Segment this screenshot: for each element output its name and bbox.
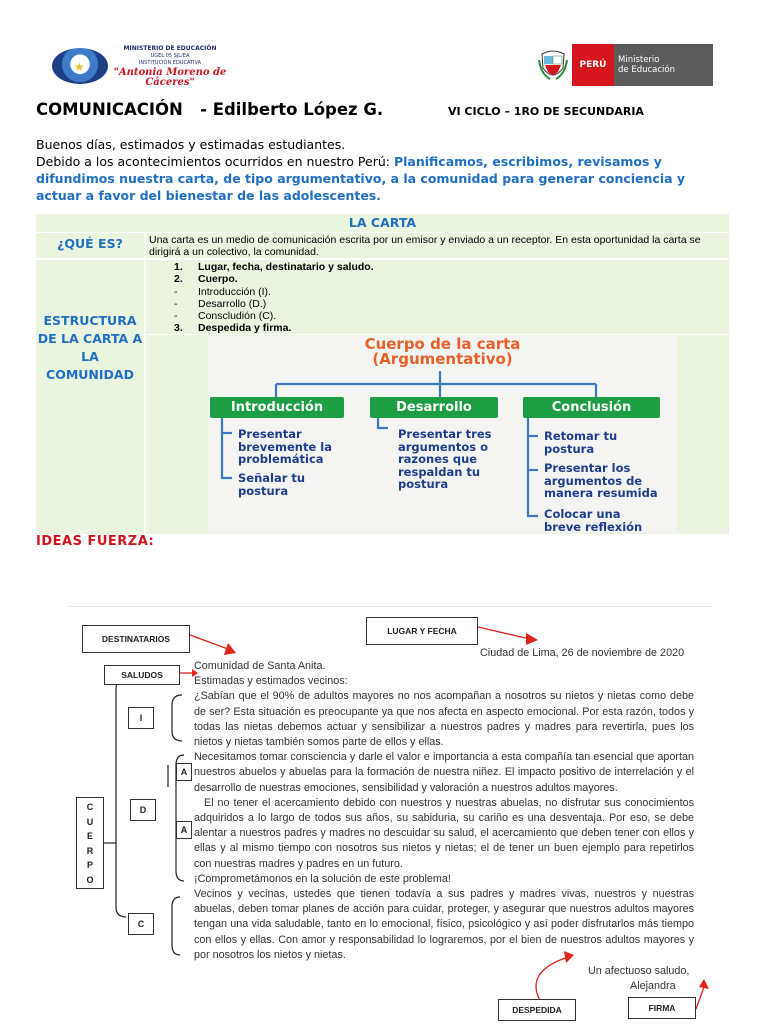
intro-item: Presentar brevemente la problemática bbox=[238, 427, 332, 466]
desarrollo-box: Desarrollo bbox=[370, 397, 498, 418]
structure-text: Conscludión (C). bbox=[198, 310, 277, 323]
structure-item bbox=[174, 261, 729, 273]
structure-text: Cuerpo. bbox=[198, 273, 238, 286]
cuerpo-letter: P bbox=[86, 860, 93, 870]
letter-body bbox=[194, 659, 694, 963]
conclusion-box: Conclusión bbox=[523, 397, 660, 418]
school-line: INSTITUCIÓN EDUCATIVA bbox=[138, 60, 202, 66]
structure-text: Lugar, fecha, destinatario y saludo. bbox=[198, 261, 374, 273]
argumento-marker: A bbox=[176, 763, 192, 781]
structure-marker: 2. bbox=[174, 273, 183, 286]
structure-item bbox=[174, 322, 729, 334]
school-crest-icon bbox=[52, 48, 108, 84]
despedida-label: DESPEDIDA bbox=[498, 999, 576, 1021]
intro-paragraph bbox=[36, 153, 726, 204]
question-label: ¿QUÉ ES? bbox=[36, 233, 144, 258]
concl-item: Colocar una breve reflexión bbox=[544, 507, 643, 533]
structure-item bbox=[174, 298, 729, 310]
diagram-title-line: Cuerpo de la carta bbox=[364, 336, 521, 353]
school-line: MINISTERIO DE EDUCACIÓN bbox=[123, 45, 217, 52]
intro-text bbox=[36, 136, 726, 204]
firma-label: FIRMA bbox=[628, 997, 696, 1019]
intro-item: Señalar tu postura bbox=[238, 471, 306, 498]
letter-paragraph: El no tener el acercamiento debido con nuestros y nuestras abuelas, no disfrutar sus conocimientos adquiridos a lo largo de todos sus años, su sabiduria, su cariño es una desventaja. Por eso, se debe alentar a nuestros padres y madres no descuidar su salud, el acercamiento que deben tener con ellos y ellas y al mismo tiempo con nosotros sus nietos y nietas; el de tener un buen ejemplo para repetirlos con nuestras madres y padres en un futuro. bbox=[194, 796, 694, 870]
ministry-line: Ministerio bbox=[618, 55, 660, 65]
argumento-marker: A bbox=[176, 821, 192, 839]
letter-paragraph: ¿Sabían que el 90% de adultos mayores no nos acompañan a nosotros su nietos y nietas como debe de ser? Esta situación es preocupante ya que nos afecta en aspecto emocional. Por esta razón, todos y todas las nietas debemos actuar y sensibilizar a nuestros padres y madres para revertirla, pues los nietos y nietas también somos parte de ellos y ellas. bbox=[194, 690, 694, 749]
ministry-label bbox=[614, 44, 713, 86]
structure-marker: 3. bbox=[174, 322, 183, 335]
school-line: UGEL 05 SJL/EA bbox=[150, 53, 190, 59]
school-name-block bbox=[110, 46, 230, 88]
letter-example bbox=[68, 606, 712, 1024]
cuerpo-letter: C bbox=[86, 802, 94, 812]
structure-item bbox=[174, 273, 729, 285]
peru-label: PERÚ bbox=[572, 44, 614, 86]
structure-marker: - bbox=[174, 285, 178, 298]
lugar-fecha-label: LUGAR Y FECHA bbox=[366, 617, 478, 645]
diagram-title-line: (Argumentativo) bbox=[372, 350, 513, 368]
letter-body-diagram bbox=[208, 336, 677, 533]
greeting-line: Buenos días, estimados y estimadas estudiantes. bbox=[36, 137, 346, 152]
cycle-label: VI CICLO – 1RO DE SECUNDARIA bbox=[448, 105, 644, 118]
structure-text: Desarrollo (D.) bbox=[198, 297, 267, 310]
letter-paragraph: Vecinos y vecinas, ustedes que tienen todavía a sus padres y madres vivas, nuestros y nuestras abuelas, deben tomar planes de acción para cuidar, proteger, y asegurar que nuestros adultos mayores tengan una vida saludable, tanto en lo emocional, físico, psicológico y así poder disfrutarlos más tiempo con ellos y ellas. Con amor y responsabilidad lo lograremos, por el bien de nuestros adultos mayores y por nosotros los nietos y nietas. bbox=[194, 888, 694, 961]
dev-item: Presentar tres argumentos o razones que respaldan tu postura bbox=[398, 427, 492, 491]
concl-item: Retomar tu postura bbox=[544, 429, 618, 456]
destinatarios-label: DESTINATARIOS bbox=[82, 625, 190, 653]
structure-item bbox=[174, 310, 729, 322]
ideas-fuerza-label: IDEAS FUERZA: bbox=[36, 534, 155, 549]
letter-greeting: Estimadas y estimados vecinos: bbox=[194, 675, 348, 688]
saludos-label: SALUDOS bbox=[104, 665, 180, 685]
letter-date: Ciudad de Lima, 26 de noviembre de 2020 bbox=[480, 647, 685, 659]
cuerpo-letter: O bbox=[86, 874, 94, 885]
letter-paragraph: Necesitamos tomar consciencia y darle el valor e importancia a esta compañía tan esencial que aportan nuestros abuelos y abuelas para la formación de nuestra niñez. El impacto positivo de interrelación y el desarrollo de nuestras emociones, sensibilidad y valoración a nuestros adultos mayores. bbox=[194, 751, 694, 794]
letter-closing: Un afectuoso saludo, bbox=[588, 965, 690, 977]
structure-marker: - bbox=[174, 297, 178, 310]
star-icon: ★ bbox=[74, 60, 85, 74]
cuerpo-label bbox=[76, 797, 104, 889]
conclusion-marker: C bbox=[128, 913, 154, 935]
letter-paragraph: ¡Comprometámonos en la solución de este problema! bbox=[194, 872, 451, 885]
page-title: COMUNICACIÓN - Edilberto López G. bbox=[36, 100, 384, 119]
intro-lead: Debido a los acontecimientos ocurridos en nuestro Perú: bbox=[36, 154, 394, 169]
concl-item: Presentar los argumentos de manera resumida bbox=[544, 461, 658, 500]
introduccion-marker: I bbox=[128, 707, 154, 729]
desarrollo-marker: D bbox=[130, 799, 156, 821]
diagram-title bbox=[208, 336, 677, 367]
structure-marker: - bbox=[174, 310, 178, 323]
structure-marker: 1. bbox=[174, 261, 183, 273]
introduccion-box: Introducción bbox=[210, 397, 344, 418]
letter-recipient: Comunidad de Santa Anita. bbox=[194, 660, 326, 672]
structure-list bbox=[146, 260, 729, 334]
ministry-line: de Educación bbox=[618, 65, 675, 75]
table-heading: LA CARTA bbox=[36, 214, 729, 232]
peru-coat-of-arms-icon bbox=[538, 48, 568, 82]
letter-signature: Alejandra bbox=[630, 980, 676, 992]
question-text: Una carta es un medio de comunicación escrita por un emisor y enviado a un receptor. En esta oportunidad la carta se dirigirá a un colectivo, la comunidad. bbox=[146, 233, 729, 258]
structure-text: Introducción (I). bbox=[198, 285, 271, 298]
school-logo bbox=[52, 44, 228, 88]
structure-label: ESTRUCTURA DE LA CARTA A LA COMUNIDAD bbox=[36, 260, 144, 534]
school-name: "Antonia Moreno de Cáceres" bbox=[113, 67, 227, 88]
structure-text: Despedida y firma. bbox=[198, 322, 292, 335]
cuerpo-letter: E bbox=[86, 831, 93, 841]
title-row bbox=[36, 100, 736, 122]
intro-highlight: Planificamos, escribimos, revisamos y difundimos nuestra carta, de tipo argumentativo, a la comunidad para generar conciencia y actuar a favor del bienestar de las adolescentes. bbox=[36, 154, 686, 203]
cuerpo-letter: U bbox=[86, 816, 94, 827]
minedu-logo bbox=[538, 44, 713, 86]
structure-item bbox=[174, 286, 729, 298]
cuerpo-letter: R bbox=[86, 845, 94, 856]
